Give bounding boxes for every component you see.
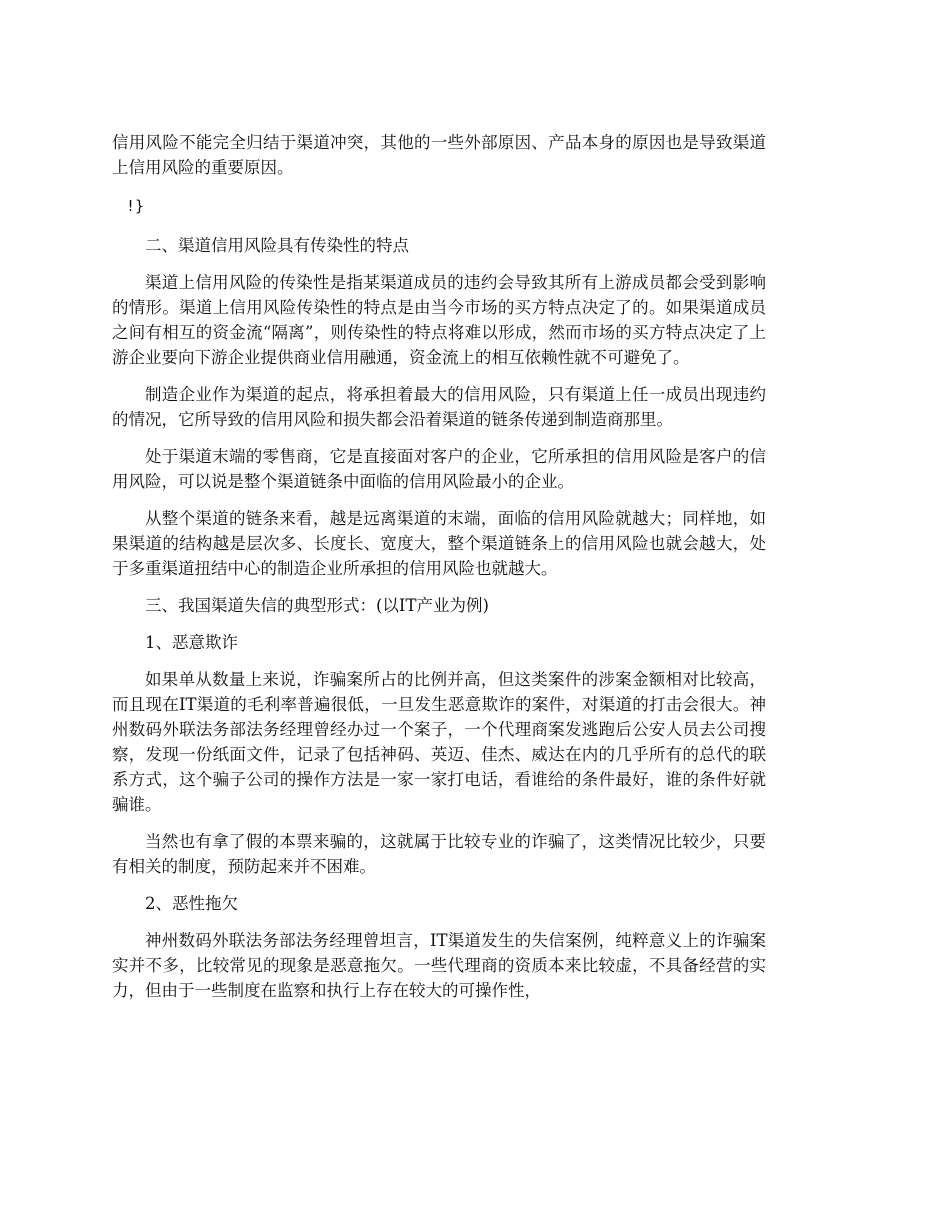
subheading-arrears: 2、恶性拖欠 bbox=[145, 894, 238, 913]
paragraph-chain: 从整个渠道的链条来看，越是远离渠道的末端，面临的信用风险就越大；同样地，如果渠道的结构越是层次多、长度长、宽度大，整个渠道链条上的信用风险也就会越大，处于多重渠道扭结中心的制造企业所承担的信用风险也就越大。 bbox=[112, 509, 766, 578]
section-heading-2: 二、渠道信用风险具有传染性的特点 bbox=[145, 236, 409, 255]
subheading-fraud: 1、恶意欺诈 bbox=[145, 633, 238, 652]
paragraph-manufacturer: 制造企业作为渠道的起点，将承担着最大的信用风险，只有渠道上任一成员出现违约的情况，它所导致的信用风险和损失都会沿着渠道的链条传递到制造商那里。 bbox=[112, 385, 766, 429]
paragraph-arrears: 神州数码外联法务部法务经理曾坦言，IT渠道发生的失信案例，纯粹意义上的诈骗案实并不多，比较常见的现象是恶意拖欠。一些代理商的资质本来比较虚，不具备经营的实力，但由于一些制度在监察和执行上存在较大的可操作性， bbox=[112, 931, 766, 1000]
paragraph-contagion: 渠道上信用风险的传染性是指某渠道成员的违约会导致其所有上游成员都会受到影响的情形。渠道上信用风险传染性的特点是由当今市场的买方特点决定了的。如果渠道成员之间有相互的资金流“隔离”，则传染性的特点将难以形成，然而市场的买方特点决定了上游企业要向下游企业提供商业信用融通，资金流上的相互依赖性就不可避免了。 bbox=[112, 273, 766, 367]
section-heading-3: 三、我国渠道失信的典型形式：(以IT产业为例) bbox=[145, 596, 489, 615]
paragraph-fake-notes: 当然也有拿了假的本票来骗的，这就属于比较专业的诈骗了，这类情况比较少，只要有相关的制度，预防起来并不困难。 bbox=[112, 832, 766, 876]
stray-mark: !} bbox=[126, 197, 145, 215]
paragraph-intro: 信用风险不能完全归结于渠道冲突，其他的一些外部原因、产品本身的原因也是导致渠道上信用风险的重要原因。 bbox=[112, 133, 766, 177]
document-page bbox=[112, 130, 766, 1015]
paragraph-fraud: 如果单从数量上来说，诈骗案所占的比例并高，但这类案件的涉案金额相对比较高，而且现在IT渠道的毛利率普遍很低，一旦发生恶意欺诈的案件，对渠道的打击会很大。神州数码外联法务部法务经理曾经办过一个案子，一个代理商案发逃跑后公安人员去公司搜察，发现一份纸面文件，记录了包括神码、英迈、佳杰、威达在内的几乎所有的总代的联系方式，这个骗子公司的操作方法是一家一家打电话，看谁给的条件最好，谁的条件好就骗谁。 bbox=[112, 670, 766, 814]
paragraph-retailer: 处于渠道末端的零售商，它是直接面对客户的企业，它所承担的信用风险是客户的信用风险，可以说是整个渠道链条中面临的信用风险最小的企业。 bbox=[112, 447, 766, 491]
